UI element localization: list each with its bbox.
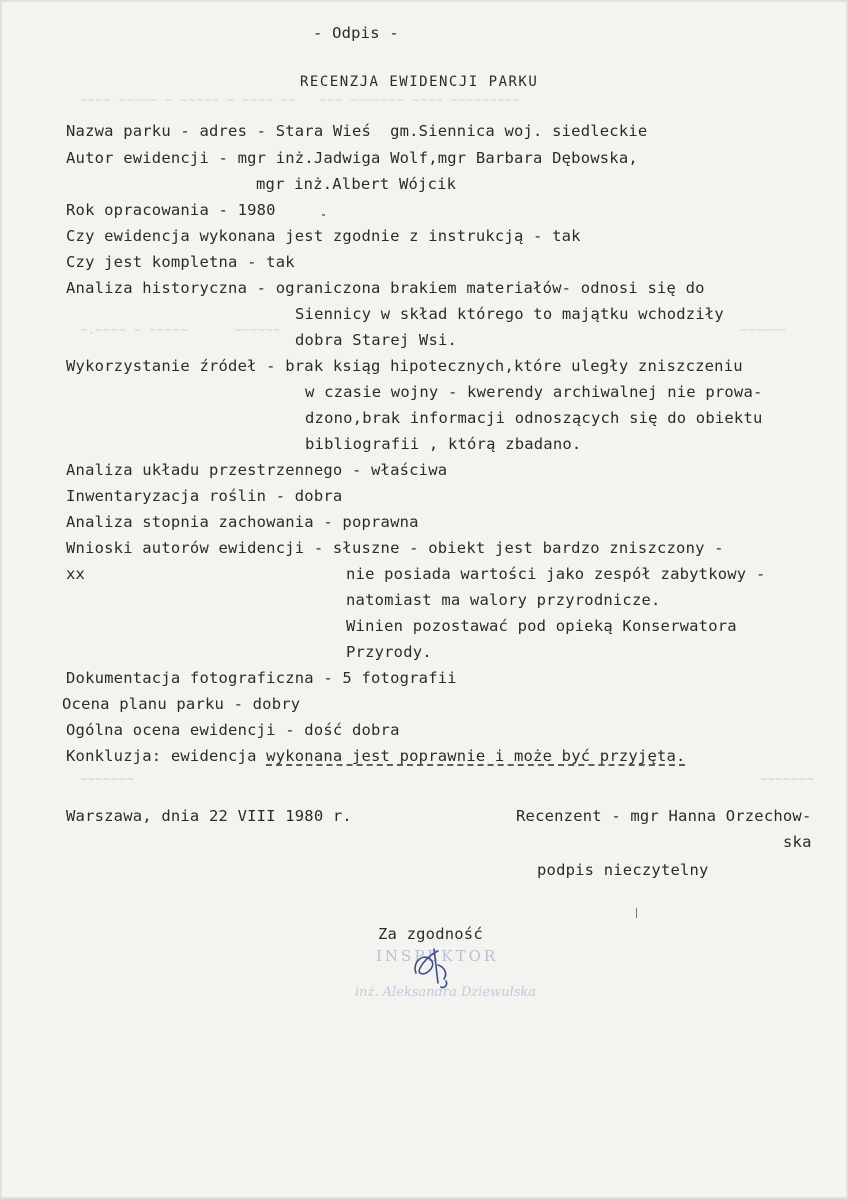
reviewer-line-2: ska: [783, 833, 812, 851]
sources-line-1: Wykorzystanie źródeł - brak ksiąg hipotecznych,które uległy zniszczeniu: [66, 357, 743, 375]
historical-line-3: dobra Starej Wsi.: [295, 331, 458, 349]
bleed-through-text: ~~~~~~~: [80, 772, 135, 786]
stamp-name: inż. Aleksandra Dziewulska: [355, 985, 537, 1000]
complete-line: Czy jest kompletna - tak: [66, 253, 295, 271]
instruction-line: Czy ewidencja wykonana jest zgodnie z instrukcją - tak: [66, 227, 581, 245]
sources-line-2: w czasie wojny - kwerendy archiwalnej nie prowa-: [305, 383, 763, 401]
inspector-stamp: INSPEKTOR: [376, 947, 499, 965]
conclusions-line-3: natomiast ma walory przyrodnicze.: [346, 591, 661, 609]
historical-line-2: Siennicy w skład którego to majątku wchodziły: [295, 305, 724, 323]
conclusions-line-2: nie posiada wartości jako zespół zabytkowy -: [346, 565, 766, 583]
copy-mark: - Odpis -: [313, 24, 399, 42]
plants-line: Inwentaryzacja roślin - dobra: [66, 487, 343, 505]
year-line: Rok opracowania - 1980: [66, 201, 276, 219]
sources-line-4: bibliografii , którą zbadano.: [305, 435, 582, 453]
handwritten-signature: [408, 943, 468, 993]
preservation-line: Analiza stopnia zachowania - poprawna: [66, 513, 419, 531]
conclusion-prefix: Konkluzja: ewidencja: [66, 747, 267, 765]
conclusion-line: [66, 746, 686, 766]
overall-line: Ogólna ocena ewidencji - dość dobra: [66, 721, 400, 739]
signature-note: podpis nieczytelny: [537, 861, 709, 879]
conformity-label: Za zgodność: [378, 925, 483, 943]
conclusion-underlined: wykonana jest poprawnie i może być przyjęta.: [266, 747, 686, 765]
sources-line-3: dzono,brak informacji odnoszących się do obiektu: [305, 409, 763, 427]
conclusions-line-1: Wnioski autorów ewidencji - słuszne - obiekt jest bardzo zniszczony -: [66, 539, 724, 557]
historical-line-1: Analiza historyczna - ograniczona brakiem materiałów- odnosi się do: [66, 279, 705, 297]
ink-speck: [322, 214, 325, 216]
conclusions-line-4: Winien pozostawać pod opieką Konserwatora: [346, 617, 737, 635]
author-line-2: mgr inż.Albert Wójcik: [256, 175, 457, 193]
spatial-line: Analiza układu przestrzennego - właściwa: [66, 461, 448, 479]
place-date: Warszawa, dnia 22 VIII 1980 r.: [66, 807, 352, 825]
bleed-through-text: ~~~~~~: [740, 323, 787, 337]
conclusions-line-5: Przyrody.: [346, 643, 432, 661]
conclusions-mark: xx: [66, 565, 86, 583]
bleed-through-text: ~~~~ ~~~~~ ~ ~~~~~ ~ ~~~~ ~~ ~~~ ~~~~~~~ ~~~~ ~~~~~~~~~: [80, 93, 521, 107]
reviewer-line-1: Recenzent - mgr Hanna Orzechow-: [516, 807, 812, 825]
tick-mark: [636, 908, 637, 918]
photo-line: Dokumentacja fotograficzna - 5 fotografii: [66, 669, 457, 687]
author-line-1: Autor ewidencji - mgr inż.Jadwiga Wolf,mgr Barbara Dębowska,: [66, 149, 638, 167]
bleed-through-text: ~~~~~~~: [760, 772, 815, 786]
park-name-line: Nazwa parku - adres - Stara Wieś gm.Siennica woj. siedleckie: [66, 122, 648, 140]
document-title: RECENZJA EWIDENCJI PARKU: [300, 74, 539, 90]
bleed-through-text: ~.~~~~ ~ ~~~~~ ~~~~~~: [80, 323, 281, 337]
plan-line: Ocena planu parku - dobry: [62, 695, 301, 713]
